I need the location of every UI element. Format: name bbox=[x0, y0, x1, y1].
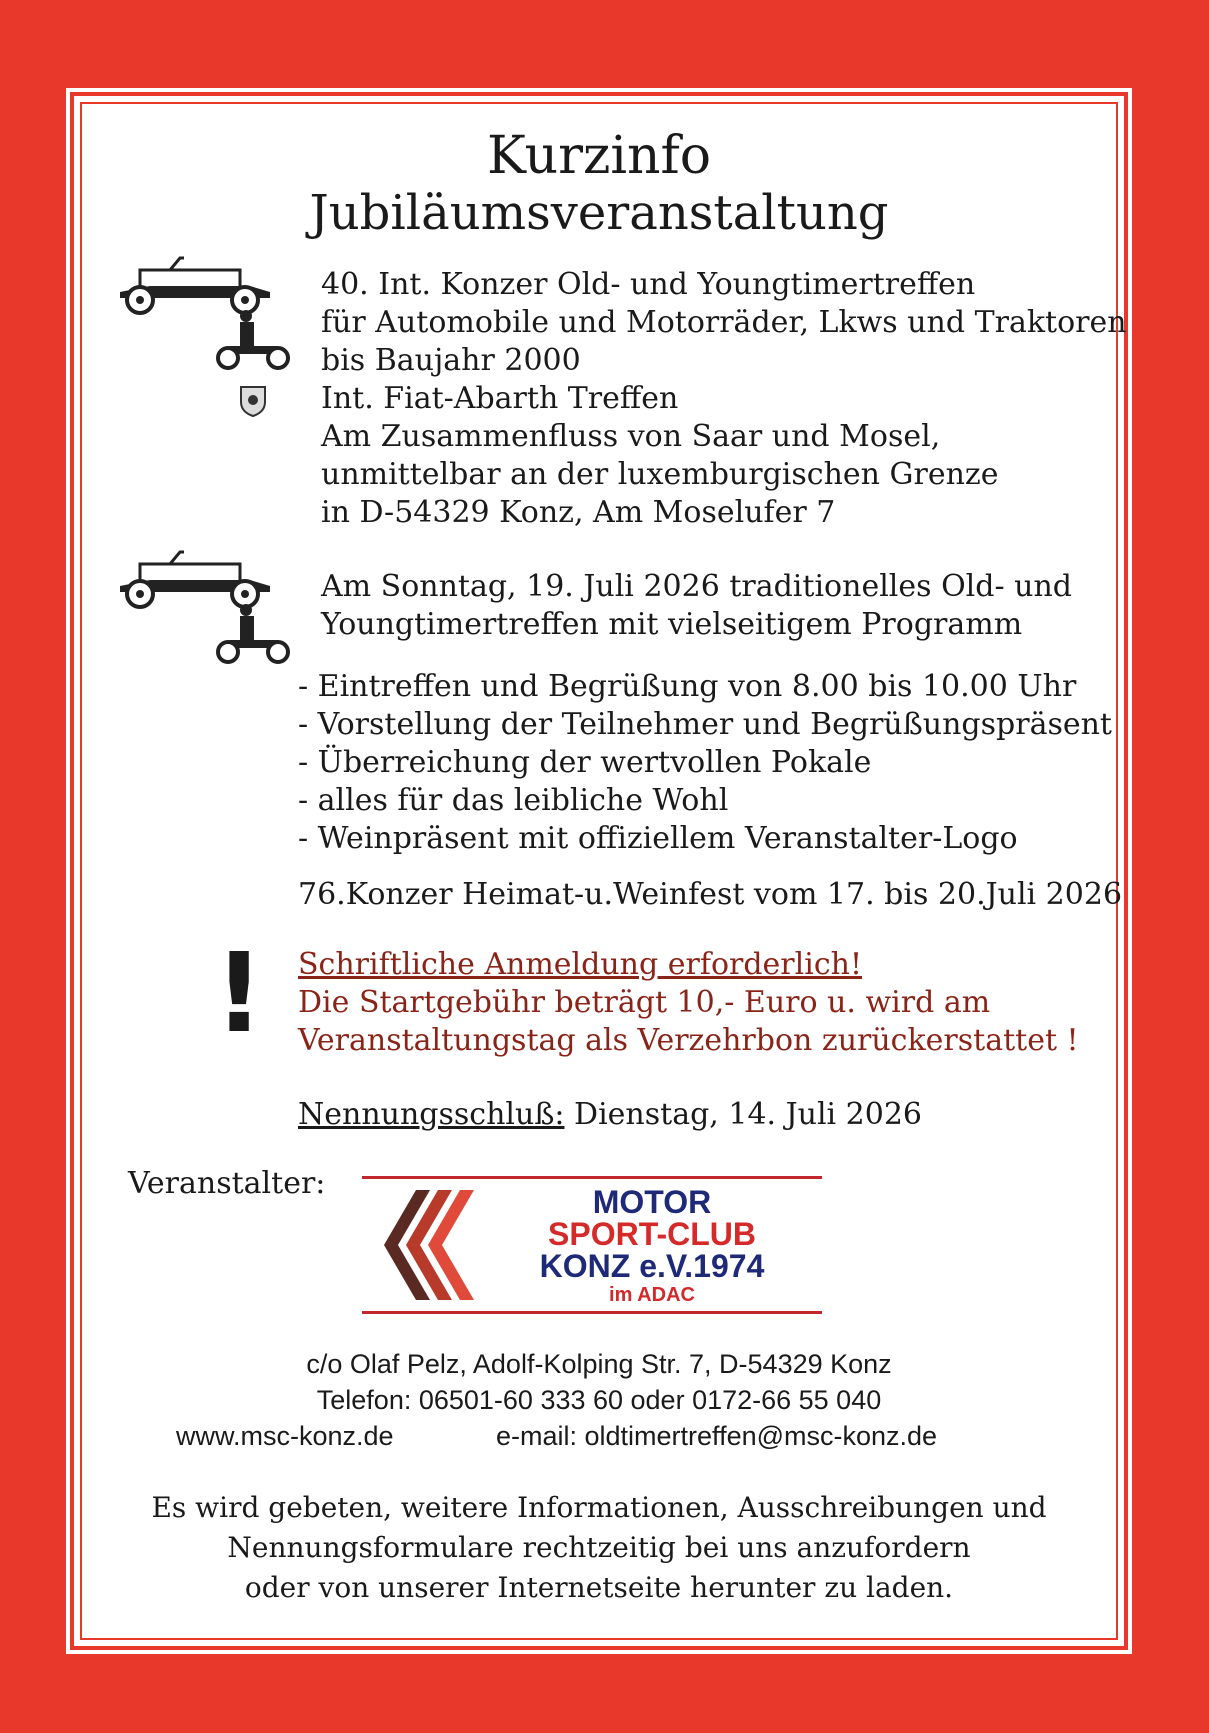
exclamation-mark: ! bbox=[214, 929, 265, 1057]
footer-line: Nennungsformulare rechtzeitig bei uns anzufordern bbox=[227, 1531, 971, 1564]
program-bullet-list bbox=[298, 668, 1112, 858]
event-info-line: in D-54329 Konz, Am Moselufer 7 bbox=[321, 495, 836, 530]
abarth-badge-icon bbox=[238, 384, 268, 418]
deadline-value: Dienstag, 14. Juli 2026 bbox=[564, 1097, 923, 1132]
list-item: - Eintreffen und Begrüßung von 8.00 bis 10.00 Uhr bbox=[298, 669, 1077, 704]
page-title: Kurzinfo bbox=[486, 126, 712, 186]
organizer-label: Veranstalter: bbox=[128, 1166, 326, 1201]
logo-top-rule bbox=[362, 1176, 822, 1179]
list-item: - Weinpräsent mit offiziellem Veranstalter-Logo bbox=[298, 821, 1018, 856]
page-subtitle: Jubiläumsveranstaltung bbox=[309, 185, 889, 241]
festival-line: 76.Konzer Heimat-u.Weinfest vom 17. bis 20.Juli 2026 bbox=[298, 877, 1123, 912]
registration-notice bbox=[298, 946, 1079, 1060]
deadline-label: Nennungsschluß: bbox=[298, 1097, 565, 1132]
event-info-line: Int. Fiat-Abarth Treffen bbox=[321, 381, 679, 416]
footer-note bbox=[66, 1488, 1132, 1608]
flyer-card bbox=[66, 88, 1132, 1654]
event-info-line: Am Zusammenfluss von Saar und Mosel, bbox=[321, 419, 941, 454]
logo-bottom-rule bbox=[362, 1311, 822, 1314]
motorcycle-icon bbox=[212, 306, 296, 370]
contact-website[interactable]: www.msc-konz.de bbox=[176, 1421, 394, 1451]
registration-headline: Schriftliche Anmeldung erforderlich! bbox=[298, 947, 863, 982]
list-item: - Überreichung der wertvollen Pokale bbox=[298, 745, 872, 780]
footer-line: oder von unserer Internetseite herunter zu laden. bbox=[244, 1571, 954, 1604]
event-info-line: unmittelbar an der luxemburgischen Grenze bbox=[321, 457, 999, 492]
event-info-line: für Automobile und Motorräder, Lkws und Traktoren bbox=[321, 305, 1127, 340]
motorcycle-icon bbox=[212, 600, 296, 664]
chevron-icon bbox=[376, 1186, 486, 1304]
event-info-block bbox=[321, 266, 1127, 532]
contact-address: c/o Olaf Pelz, Adolf-Kolping Str. 7, D-54329 Konz bbox=[306, 1349, 892, 1379]
list-item: - Vorstellung der Teilnehmer und Begrüßungspräsent bbox=[298, 707, 1112, 742]
fee-line: Veranstaltungstag als Verzehrbon zurückerstattet ! bbox=[298, 1023, 1079, 1058]
program-intro-line: Am Sonntag, 19. Juli 2026 traditionelles Old- und bbox=[321, 569, 1072, 604]
event-info-line: 40. Int. Konzer Old- und Youngtimertreffen bbox=[321, 267, 976, 302]
fee-line: Die Startgebühr beträgt 10,- Euro u. wird am bbox=[298, 985, 991, 1020]
msc-chevron-logo bbox=[362, 1176, 822, 1314]
logo-text-sport-club: SPORT-CLUB bbox=[548, 1216, 756, 1252]
logo-text-adac: im ADAC bbox=[609, 1284, 695, 1306]
program-intro-line: Youngtimertreffen mit vielseitigem Programm bbox=[321, 607, 1023, 642]
footer-line: Es wird gebeten, weitere Informationen, Ausschreibungen und bbox=[151, 1491, 1047, 1524]
logo-text-konz: KONZ e.V.1974 bbox=[539, 1248, 765, 1284]
contact-phone: Telefon: 06501-60 333 60 oder 0172-66 55 040 bbox=[316, 1385, 882, 1415]
contact-email[interactable]: e-mail: oldtimertreffen@msc-konz.de bbox=[496, 1421, 938, 1451]
deadline bbox=[298, 1096, 922, 1134]
program-intro bbox=[321, 568, 1072, 644]
event-info-line: bis Baujahr 2000 bbox=[321, 343, 581, 378]
list-item: - alles für das leibliche Wohl bbox=[298, 783, 729, 818]
logo-text-motor: MOTOR bbox=[592, 1184, 712, 1220]
